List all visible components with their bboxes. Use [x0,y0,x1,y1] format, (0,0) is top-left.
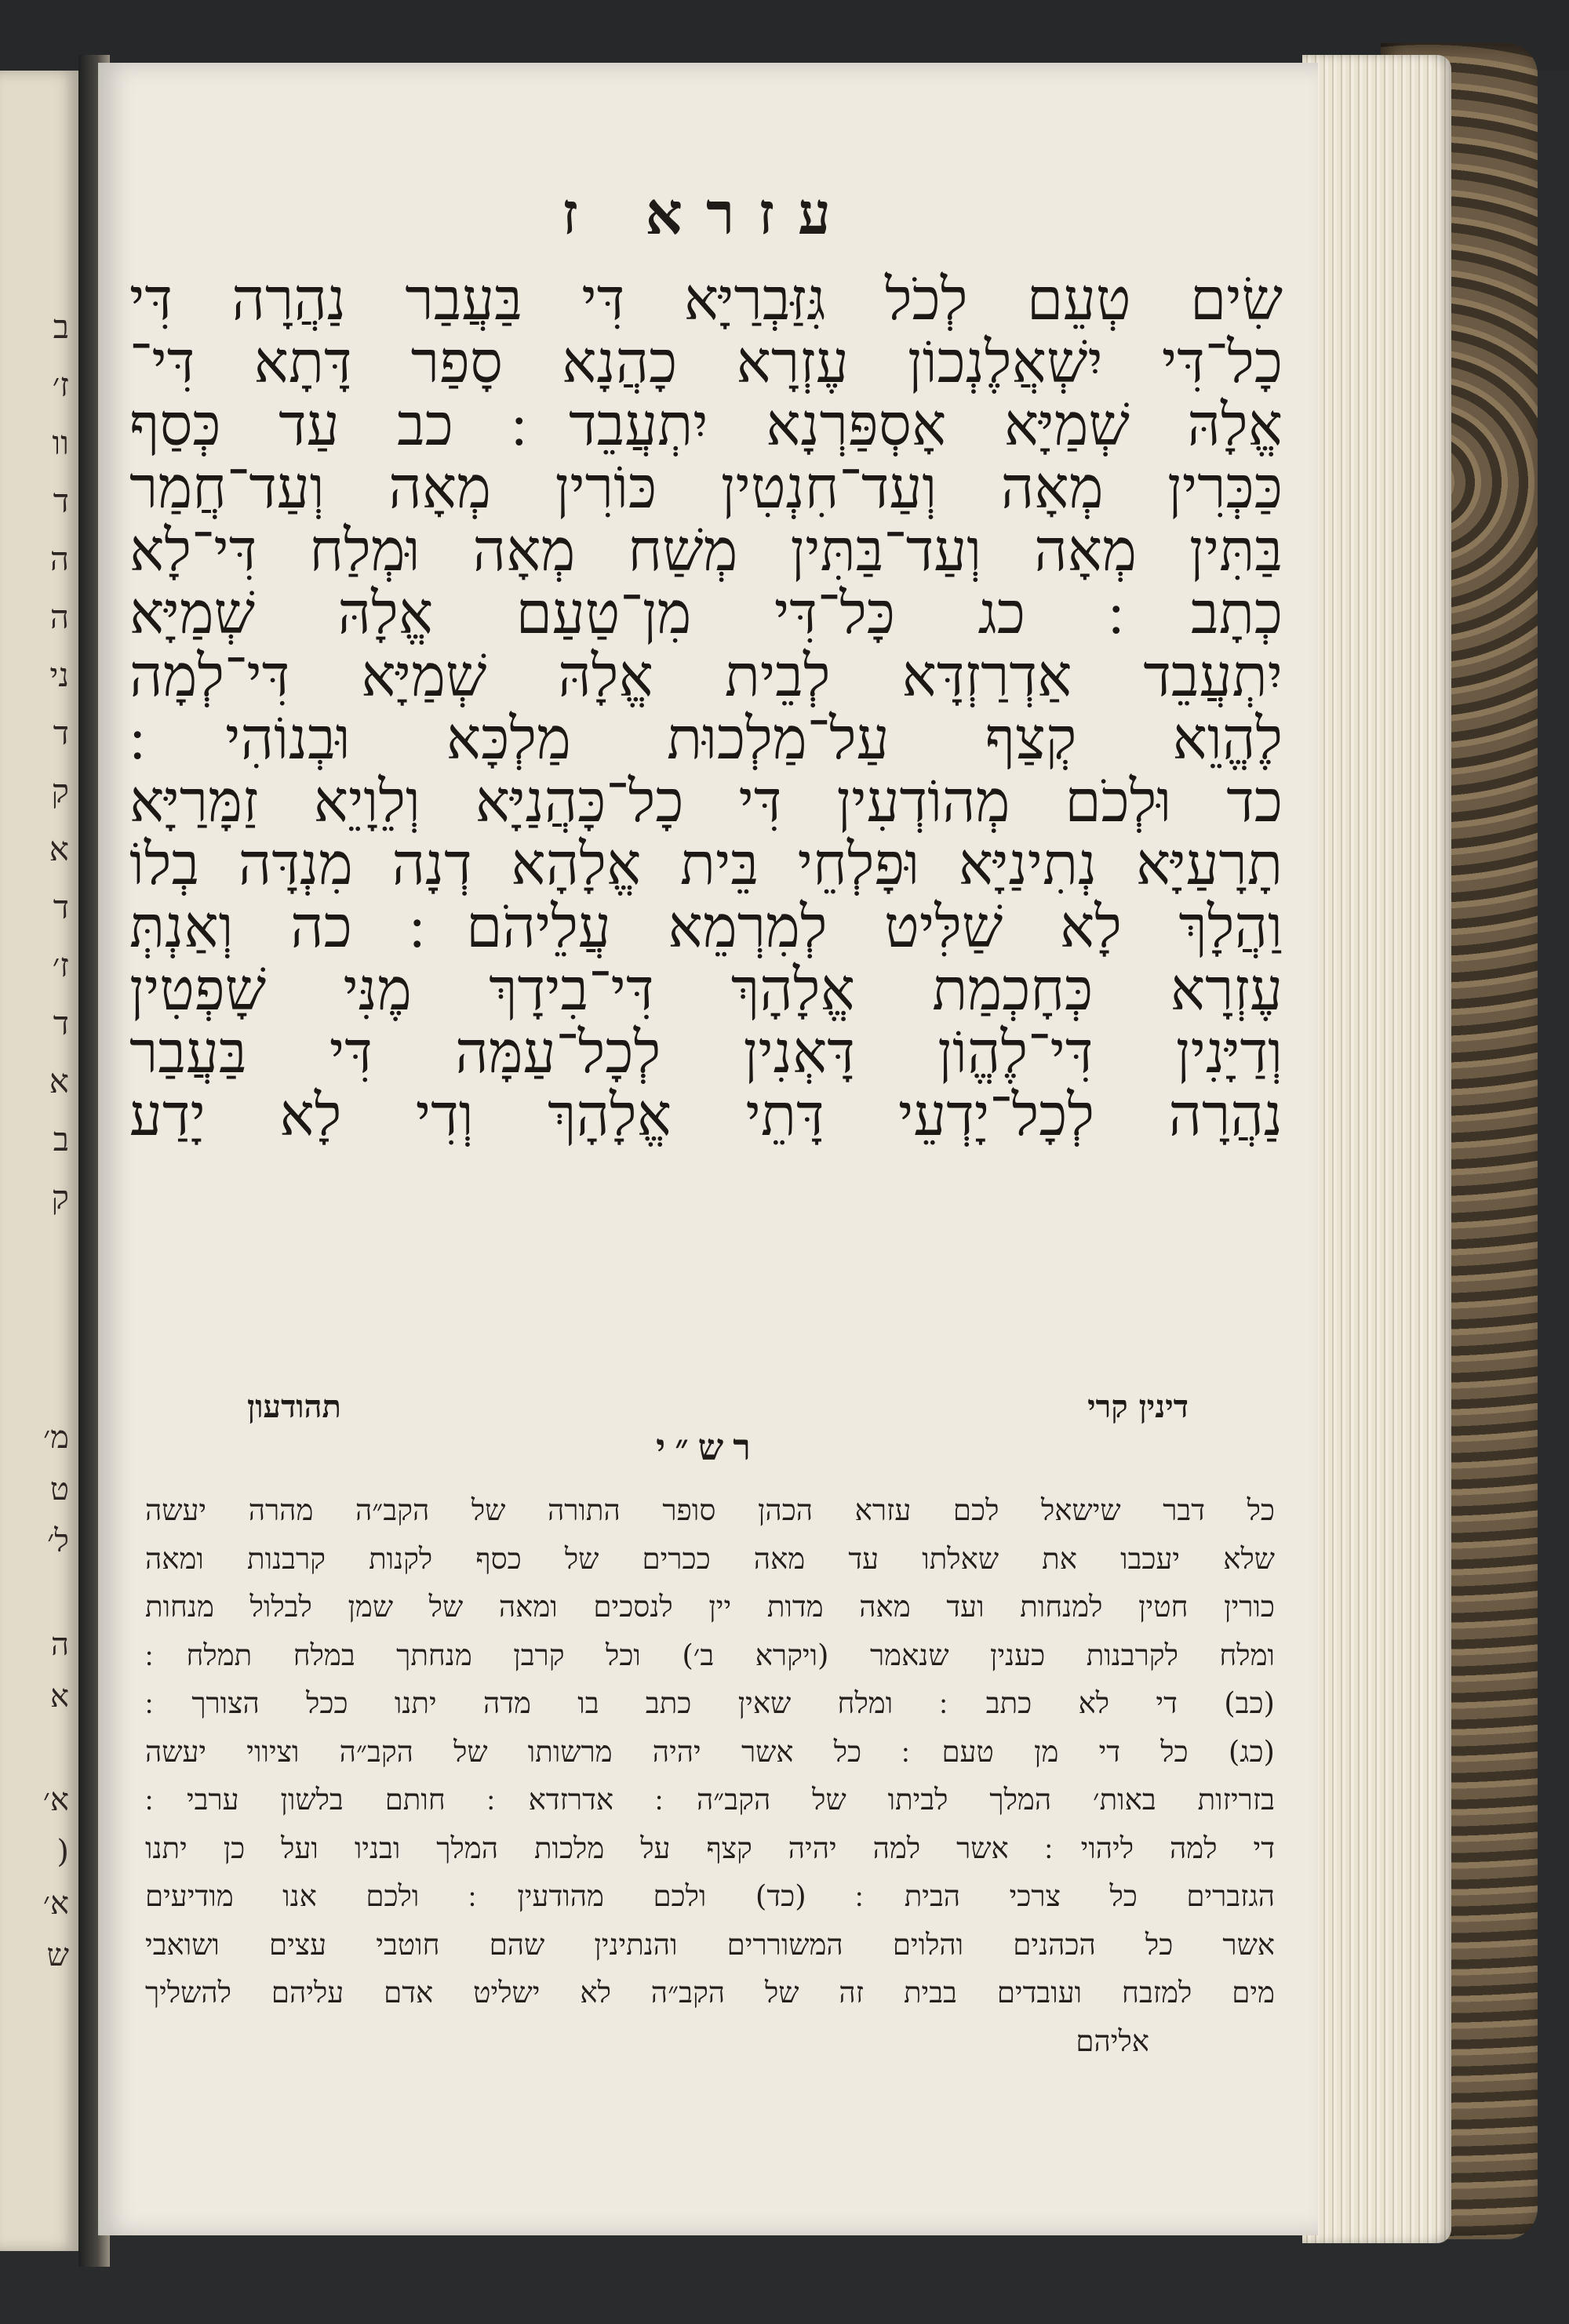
text-line: כד וּלְכֹם מְהוֹדְעִין דִּי כָל־כָּהֲנַיָּא וְלֵוָיֵא זַמָּרַיָּא [129,770,1283,833]
text-line: כְתָב ׃ כג כָּל־דִּי מִן־טַעַם אֱלָהּ שְׁמַיָּא [129,582,1283,645]
text-line: נַהֲרָה לְכָל־יָדְעֵי דָּתֵי אֱלָהָךְ וְדִי לָא יָדַע [129,1084,1283,1147]
facing-page-margin-letters-lower [22,1412,69,1981]
commentary-line: ומלח לקרבנות כענין שנאמר (ויקרא ב׳) וכל קרבן מנחתך במלח תמלח ׃ [145,1638,1275,1672]
margin-letter: ז׳ [52,366,69,404]
commentary-line: שלא יעכבו את שאלתו עד מאה ככרים של כסף לקנות קרבנות ומאה [145,1541,1275,1576]
text-line: וַהֲלָךְ לָא שַׁלִּיט לְמִרְמֵא עֲלֵיהֹם ׃ כה וְאַנְתְּ [129,896,1283,958]
margin-letter: ד [53,482,69,520]
margin-letter: ד [53,1004,69,1042]
commentary-line: אליהם [1076,2024,1149,2058]
margin-letter: ( [56,1834,69,1870]
margin-letter: ל׳ [47,1523,69,1559]
margin-letter: ק [51,1178,69,1217]
margin-letter: ב [53,307,69,346]
margin-letter: ש [46,1937,69,1973]
rashi-commentary [145,1486,1275,2065]
text-line: בַּתִּין מְאָה וְעַד־בַּתִּין מְשַׁח מְאָה וּמְלַח דִּי־לָא [129,519,1283,582]
book-page [98,63,1318,2235]
margin-letter: מ׳ [43,1420,69,1456]
qere-note-right: דינין קרי [1087,1388,1189,1425]
commentary-line: כל דבר שישאל לכם עזרא הכהן סופר התורה של הקב״ה מהרה יעשה [145,1493,1275,1527]
margin-letter: ב [53,1120,69,1158]
margin-letter: ק [51,772,69,810]
commentary-line: (כג) כל די מן טעם ׃ כל אשר יהיה מרשותו של הקב״ה וציווי יעשה [145,1734,1275,1769]
commentary-line: די למה ליהוי ׃ אשר למה יהיה קצף על מלכות המלך ובניו ועל כן יתנו [145,1831,1275,1865]
margin-letter: ה [49,598,69,636]
margin-letter: ני [49,656,69,694]
facing-page-edge [0,71,83,2251]
text-line: עֶזְרָא כְּחָכְמַת אֱלָהָךְ דִּי־בִידָךְ מֶנִּי שָׁפְטִין [129,958,1283,1021]
commentary-line: כורין חטין למנחות ועד מאה מדות יין לנסכים ומאה של שמן לבלול מנחות [145,1590,1275,1624]
margin-letter: א [49,830,69,868]
text-line: אֱלָהּ שְׁמַיָּא אָסְפַּרְנָא יִתְעֲבֵד ׃ כב עַד כְּסַף [129,394,1283,456]
margin-letter: ט [49,1471,69,1508]
scripture-text [129,268,1283,1147]
margin-letter: ה [49,540,69,578]
text-line: תָרָעַיָּא נְתִינַיָּא וּפָלְחֵי בֵּית אֱלָהָא דְנָה מִנְדָּה בְלוֹ [129,833,1283,896]
margin-letter: ה [50,1627,69,1663]
margin-letter: ד [53,888,69,926]
text-line: שִׂים טְעֵם לְכֹל גִּזַּבְרַיָּא דִּי בַּעֲבַר נַהֲרָה דִּי [129,268,1283,331]
text-line: יִתְעֲבֵד אַדְרַזְדָּא לְבֵית אֱלָהּ שְׁמַיָּא דִּי־לְמָה [129,645,1283,707]
margin-letter: ד [53,714,69,752]
commentary-heading: רש״י [656,1426,760,1468]
text-line: כַּכְּרִין מְאָה וְעַד־חִנְטִין כּוֹרִין מְאָה וְעַד־חֲמַר [129,456,1283,519]
margin-letter: א׳ [42,1886,69,1922]
page-edges [1302,55,1451,2243]
commentary-line: אשר כל הכהנים והלוים המשוררים והנתינין שהם חוטבי עצים ושואבי [145,1927,1275,1962]
margin-letter: א [49,1062,69,1100]
text-line: כָל־דִּי יִשְׁאֲלֶנְכוֹן עֶזְרָא כָהֲנָא סָפַר דָּתָא דִּי־ [129,331,1283,394]
facing-page-margin-letters [22,298,69,1227]
running-head: עזרא ז [562,180,854,248]
commentary-line: בזריזות באות׳ המלך לביתו של הקב״ה ׃ אדרזדא ׃ חותם בלשון ערבי ׃ [145,1783,1275,1817]
margin-letter: וו [52,424,69,462]
text-line: לֶהֱוֵא קְצַף עַל־מַלְכוּת מַלְכָּא וּבְנוֹהִי ׃ [129,707,1283,770]
text-line: וְדַיָּנִין דִּי־לֶהֱוֹן דָּאְנִין לְכָל־עַמָּה דִּי בַּעֲבַר [129,1021,1283,1084]
qere-note-left: תהודעון [247,1388,341,1425]
commentary-line: (כב) די לא כתב ׃ ומלח שאין כתב בו מדה יתנו ככל הצורך ׃ [145,1686,1275,1720]
margin-letter: א [49,1678,69,1715]
margin-letter: ז׳ [52,946,69,984]
commentary-line: מים למזבח ועובדים בבית זה של הקב״ה לא ישליט אדם עליהם להשליך [145,1976,1275,2009]
margin-letter: א׳ [42,1782,69,1818]
commentary-line: הגזברים כל צרכי הבית ׃ (כד) ולכם מהודעין ׃ ולכם אנו מודיעים [145,1879,1275,1913]
